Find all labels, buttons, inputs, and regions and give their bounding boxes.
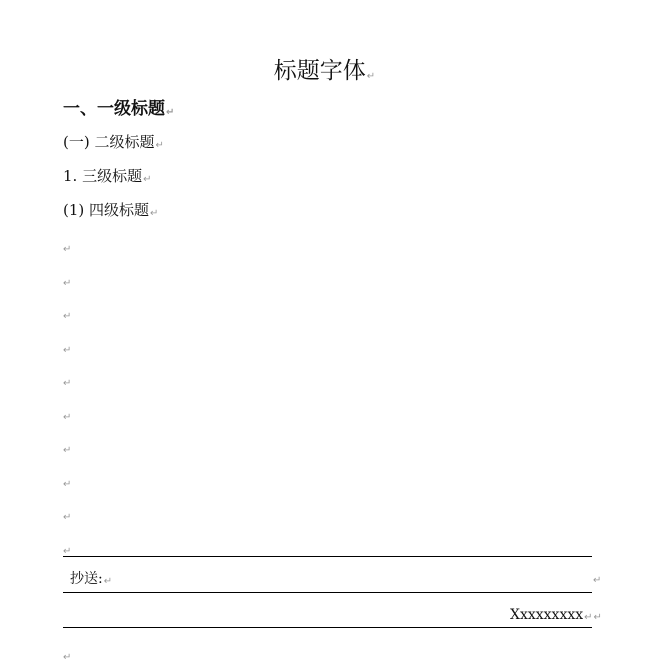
divider-line [63, 627, 592, 628]
paragraph-mark-icon: ↵ [166, 107, 175, 118]
empty-paragraph[interactable] [62, 471, 71, 490]
paragraph-mark-icon: ↵ [63, 345, 72, 356]
heading-level-2[interactable]: (一) 二级标题↵ [63, 133, 164, 151]
paragraph-mark-icon: ↵ [63, 378, 72, 389]
issuer-field[interactable] [510, 604, 602, 629]
empty-paragraph[interactable] [62, 270, 71, 289]
paragraph-mark-icon: ↵ [63, 652, 72, 663]
paragraph-mark-icon: ↵ [593, 575, 602, 586]
paragraph-mark-icon: ↵ [584, 612, 593, 623]
cc-label: 抄送: [70, 571, 103, 587]
divider-line [63, 592, 592, 593]
divider-line [63, 556, 592, 557]
empty-paragraph[interactable] [62, 370, 71, 389]
document-title[interactable]: 标题字体↵ [273, 58, 376, 84]
paragraph-mark-icon: ↵ [366, 71, 376, 82]
paragraph-mark-icon: ↵ [63, 546, 72, 557]
empty-paragraph[interactable] [62, 644, 71, 663]
issuer-text: Xxxxxxxxx [510, 607, 584, 623]
paragraph-mark-icon: ↵ [63, 311, 72, 322]
empty-paragraph[interactable] [62, 538, 71, 557]
heading-level-1[interactable]: 一、一级标题↵ [63, 99, 175, 119]
cc-field[interactable] [70, 568, 112, 593]
heading-level-3[interactable]: 1. 三级标题↵ [63, 167, 152, 185]
paragraph-mark-icon: ↵ [593, 612, 602, 623]
paragraph-mark-icon: ↵ [143, 174, 152, 185]
paragraph-mark-icon: ↵ [63, 512, 72, 523]
paragraph-mark-icon: ↵ [63, 445, 72, 456]
empty-paragraph[interactable] [62, 337, 71, 356]
paragraph-mark-icon: ↵ [63, 412, 72, 423]
empty-paragraph[interactable] [62, 437, 71, 456]
paragraph-mark-icon: ↵ [63, 479, 72, 490]
heading-level-4[interactable]: (1) 四级标题↵ [63, 201, 159, 219]
cell-end-mark [592, 567, 601, 586]
empty-paragraph[interactable] [62, 236, 71, 255]
paragraph-mark-icon: ↵ [155, 140, 164, 151]
paragraph-mark-icon: ↵ [103, 576, 113, 587]
empty-paragraph[interactable] [62, 404, 71, 423]
empty-paragraph[interactable] [62, 303, 71, 322]
paragraph-mark-icon: ↵ [63, 278, 72, 289]
paragraph-mark-icon: ↵ [63, 244, 72, 255]
paragraph-mark-icon: ↵ [150, 208, 159, 219]
empty-paragraph[interactable] [62, 504, 71, 523]
